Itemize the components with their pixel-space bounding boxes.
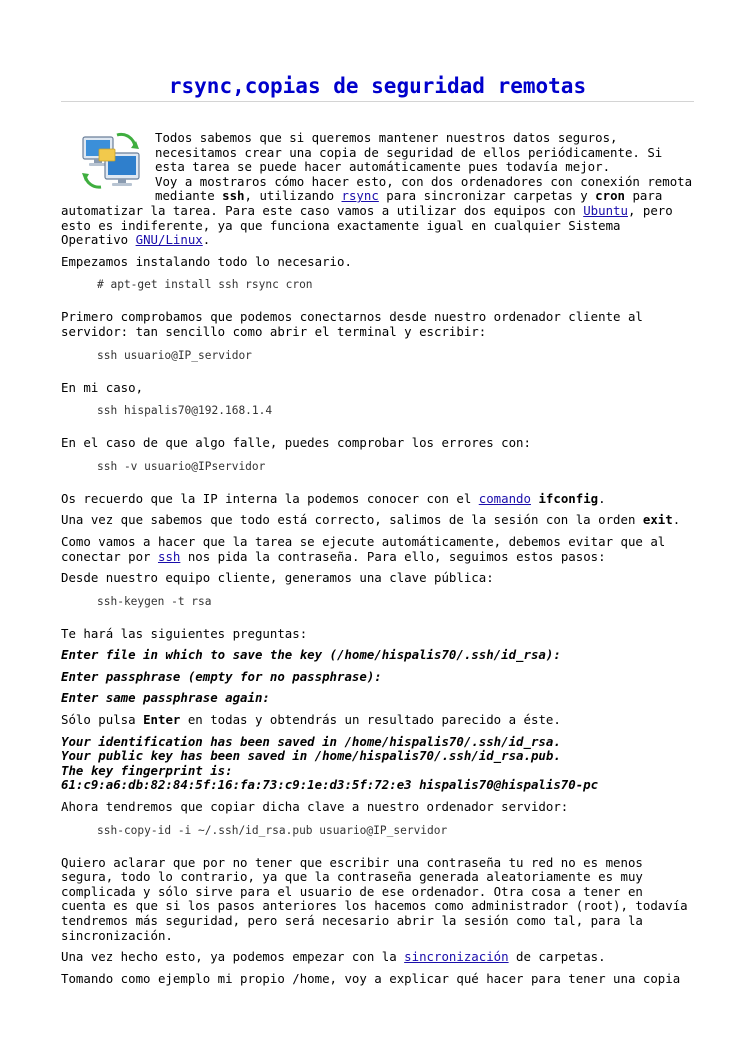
ssh-link[interactable]: ssh [157,548,181,564]
paragraph-avoid-password [61,535,694,564]
ssh-term: ssh [222,188,245,204]
intro-text-6: , pero esto es indiferente, ya que funciona exactamente igual en cualquier Sistema Operativo [61,202,673,248]
exit-term: exit [642,512,673,528]
paragraph-errors: En el caso de que algo falle, puedes comprobar los errores con: [61,435,531,451]
text: Una vez hecho esto, ya podemos empezar con la [61,949,405,965]
paragraph-press-enter [61,713,694,728]
keygen-result [61,735,694,793]
gnu-linux-link[interactable]: GNU/Linux [135,232,203,248]
command-copy-id: ssh-copy-id -i ~/.ssh/id_rsa.pub usuario@IP_servidor [97,823,448,837]
paragraph-my-case: En mi caso, [61,379,144,395]
ubuntu-link[interactable]: Ubuntu [583,202,628,218]
sincronizacion-link[interactable]: sincronización [404,949,509,965]
result-line: The key fingerprint is: [61,762,233,778]
paragraph-ifconfig [61,492,694,507]
cron-term: cron [595,188,626,204]
text: nos pida la contraseña. Para ello, seguimos estos pasos: [180,548,606,564]
paragraph-sync-start [61,950,694,965]
result-line: 61:c9:a6:db:82:84:5f:16:fa:73:c9:1e:d3:5f:72:e3 hispalis70@hispalis70-pc [61,777,599,793]
text: Sólo pulsa [61,712,144,728]
paragraph-home-example: Tomando como ejemplo mi propio /home, voy a explicar qué hacer para tener una copia [61,970,681,986]
question-1: Enter file in which to save the key (/home/hispalis70/.ssh/id_rsa): [61,647,561,663]
paragraph-exit [61,513,694,528]
paragraph-install: Empezamos instalando todo lo necesario. [61,253,352,269]
intro-text-1: Todos sabemos que si queremos mantener nuestros datos seguros, necesitamos crear una copia de seguridad de ellos periódicamente. Si esta tarea se puede hacer automáticamente pues todavía mejor. [155,130,663,175]
intro-text-5: para automatizar la tarea. Para este caso vamos a utilizar dos equipos con [61,188,663,218]
text: Como vamos a hacer que la tarea se ejecute automáticamente, debemos evitar que al conectar por [61,533,666,564]
intro-text-7: . [202,232,211,248]
title-divider [61,101,694,102]
question-2: Enter passphrase (empty for no passphrase): [61,668,382,684]
ifconfig-term: ifconfig [538,490,599,506]
text: . [598,490,606,506]
text: de carpetas. [508,949,606,965]
paragraph-questions: Te hará las siguientes preguntas: [61,625,308,641]
article-body [61,131,694,993]
result-line: Your public key has been saved in /home/hispalis70/.ssh/id_rsa.pub. [61,748,561,764]
rsync-link[interactable]: rsync [341,188,379,204]
enter-term: Enter [143,712,181,728]
command-ssh-verbose: ssh -v usuario@IPservidor [97,459,266,473]
result-line: Your identification has been saved in /home/hispalis70/.ssh/id_rsa. [61,733,561,749]
question-3: Enter same passphrase again: [61,690,270,706]
intro-text-3: , utilizando [244,188,342,204]
paragraph-generate-key: Desde nuestro equipo cliente, generamos una clave pública: [61,570,494,586]
command-ssh-connect: ssh usuario@IP_servidor [97,348,252,362]
command-ssh-example: ssh hispalis70@192.168.1.4 [97,404,273,418]
comando-link[interactable]: comando [478,490,531,506]
command-install: # apt-get install ssh rsync cron [97,278,313,292]
text: . [672,512,681,528]
text: Os recuerdo que la IP interna la podemos conocer con el [61,490,479,506]
network-computers-sync-icon [81,131,149,191]
text: en todas y obtendrás un resultado parecido a éste. [180,712,561,728]
command-keygen: ssh-keygen -t rsa [97,594,212,608]
intro-paragraph [61,131,694,248]
intro-text-2: Voy a mostraros cómo hacer esto, con dos ordenadores con conexión remota mediante [155,173,693,204]
paragraph-copy-key: Ahora tendremos que copiar dicha clave a nuestro ordenador servidor: [61,799,569,815]
intro-text-4: para sincronizar carpetas y [378,188,596,204]
paragraph-check-connection: Primero comprobamos que podemos conectarnos desde nuestro ordenador cliente al servidor: tan sencillo como abrir el terminal y escribir: [61,309,643,339]
paragraph-security-note: Quiero aclarar que por no tener que escribir una contraseña tu red no es menos segura, todo lo contrario, ya que la contraseña generada aleatoriamente es muy complicada y sólo sirve para el usuario de ese ordenador. Otra cosa a tener en cuenta es que si los pasos anteriores los hacemos como administrador (root), todavía tendremos más seguridad, pero será necesario abrir la sesión como tal, para la sincronización. [61,854,688,943]
text: Una vez que sabemos que todo está correcto, salimos de la sesión con la orden [61,512,643,528]
page-title: rsync,copias de seguridad remotas [168,74,587,98]
